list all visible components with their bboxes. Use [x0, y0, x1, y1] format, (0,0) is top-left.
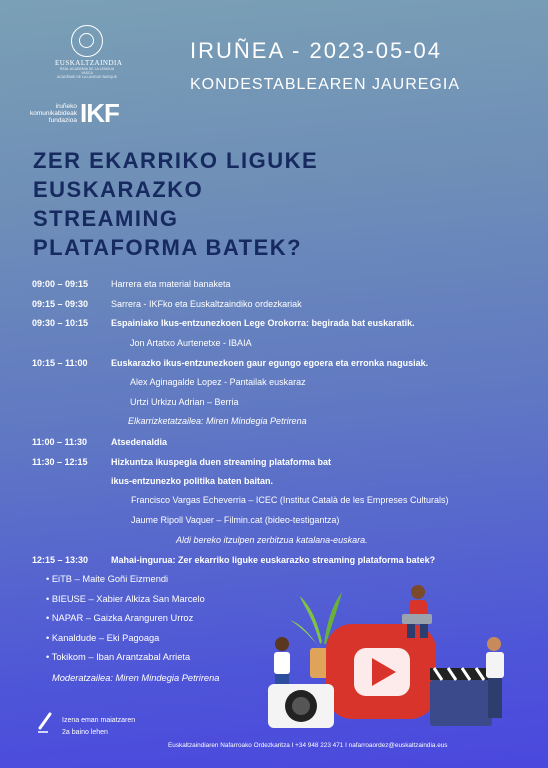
speaker: Alex Aginagalde Lopez - Pantailak euskaraz — [130, 377, 306, 387]
streaming-illustration — [262, 584, 524, 744]
title-line: STREAMING — [33, 206, 179, 231]
speaker-row — [131, 495, 448, 505]
schedule-text: Espainiako Ikus-entzunezkoen Lege Orokorra: begirada bat euskaratik. — [111, 318, 415, 328]
org-sub2: ACADÉMIE DE LA LANGUE BASQUE — [56, 75, 118, 79]
speaker-row — [131, 515, 339, 525]
schedule-text: Harrera eta material banaketa — [111, 279, 231, 289]
schedule-text: Mahai-ingurua: Zer ekarriko liguke euskarazko streaming plataforma batek? — [111, 555, 436, 565]
speaker: Urtzi Urkizu Adrian – Berria — [130, 397, 239, 407]
panel-item: • Kanaldude – Eki Pagoaga — [46, 632, 160, 643]
registration-note — [62, 715, 135, 739]
euskaltzaindia-logo — [55, 25, 123, 79]
speaker-row — [130, 377, 306, 387]
panel-item: • BIEUSE – Xabier Alkiza San Marcelo — [46, 593, 205, 604]
schedule-text: ikus-entzunezko politika baten baitan. — [111, 476, 274, 486]
title-line: ZER EKARRIKO LIGUKE — [33, 148, 319, 173]
clapperboard-icon — [430, 668, 492, 726]
panel-item: • EiTB – Maite Goñi Eizmendi — [46, 574, 169, 584]
ikf-line2: komunikabideak — [30, 110, 77, 117]
schedule-text: Euskarazko ikus-entzunezkoen gaur egungo egoera eta erronka nagusiak. — [111, 358, 429, 368]
title-line: PLATAFORMA BATEK? — [33, 235, 303, 260]
play-button-icon — [326, 624, 436, 719]
camera-icon — [268, 684, 334, 728]
speaker-row — [130, 338, 252, 348]
schedule-text: Sarrera - IKFko eta Euskaltzaindiko ordezkariak — [111, 299, 302, 309]
event-title — [33, 146, 453, 262]
schedule-time: 09:00 – 09:15 — [32, 279, 89, 289]
speaker-row — [130, 397, 239, 407]
schedule-text: Atsedenaldia — [111, 437, 168, 447]
interviewer: Elkarrizketatzailea: Miren Mindegia Petrirena — [128, 416, 307, 426]
ikf-logo — [30, 98, 119, 129]
schedule-time: 09:15 – 09:30 — [32, 299, 89, 309]
registration-line1: Izena eman maiatzaren — [62, 717, 136, 724]
org-name: EUSKALTZAINDIA — [55, 59, 123, 67]
schedule-time: 09:30 – 10:15 — [32, 318, 89, 328]
moderator: Moderatzailea: Miren Mindegia Petrirena — [52, 673, 220, 683]
venue: KONDESTABLEAREN JAUREGIA — [190, 76, 460, 93]
ikf-mark: IKF — [79, 98, 119, 128]
org-sub1: REAL ACADEMIA DE LA LENGUA VASCA — [59, 67, 115, 75]
footer-contact: Euskaltzaindiaren Nafarroako Ordezkaritza I +34 948 223 471 I nafarroaordez@euskaltzaindia.eus — [168, 742, 448, 749]
schedule-text: Hizkuntza ikuspegia duen streaming plataforma bat — [111, 457, 332, 467]
ikf-line3: fundazioa — [48, 117, 77, 124]
panel-item: • Tokikom – Iban Arantzabal Arrieta — [46, 652, 191, 662]
speaker: Francisco Vargas Echeverria – ICEC (Institut Català de les Empreses Culturals) — [131, 495, 449, 505]
title-line: EUSKARAZKO — [33, 177, 204, 202]
schedule-time: 11:00 – 11:30 — [32, 437, 88, 447]
speaker: Jaume Ripoll Vaquer – Filmin.cat (bideo-testigantza) — [131, 515, 340, 525]
panel-item: • NAPAR – Gaizka Aranguren Urroz — [46, 613, 194, 623]
interviewer-row — [128, 416, 307, 426]
schedule-time: 10:15 – 11:00 — [32, 358, 88, 368]
ikf-line1: iruñeko — [55, 103, 77, 110]
schedule-time: 11:30 – 12:15 — [32, 457, 88, 467]
translation-text: Aldi bereko itzulpen zerbitzua katalana-euskara. — [176, 535, 368, 545]
schedule-time: 12:15 – 13:30 — [32, 555, 89, 565]
speaker: Jon Artatxo Aurtenetxe - IBAIA — [130, 338, 252, 348]
city-date: IRUÑEA - 2023-05-04 — [190, 38, 442, 63]
seal-icon — [71, 25, 103, 57]
pencil-icon — [36, 710, 56, 734]
panel-list — [46, 574, 205, 672]
translation-note — [176, 535, 368, 545]
person-right-icon — [486, 637, 504, 718]
registration-line2: 2a baino lehen — [62, 729, 108, 736]
schedule-cont — [111, 476, 273, 486]
